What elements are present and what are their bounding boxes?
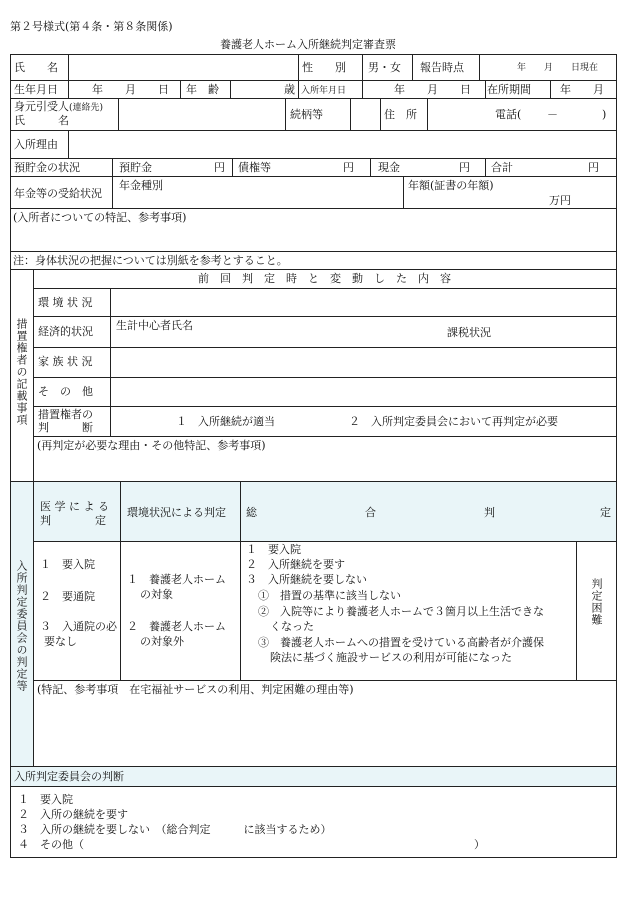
entry-date-value[interactable]: 年 月 日 [394, 83, 471, 96]
total-unit: 円 [588, 161, 599, 174]
total-label: 合計 [491, 161, 513, 174]
econ-label: 経済的状況 [38, 325, 93, 338]
overall-opt-3-3[interactable]: ③ 養護老人ホームへの措置を受けている高齢者が介護保 [258, 636, 544, 649]
name-field[interactable] [69, 55, 297, 80]
medical-opt-3[interactable]: ３ 入通院の必 [40, 620, 117, 633]
form-number: 第２号様式(第４条・第８条関係) [10, 20, 173, 33]
cash-label: 現金 [378, 161, 400, 174]
env-opt-2[interactable]: ２ 養護老人ホーム [127, 620, 226, 633]
entry-date-label: 入所年月日 [301, 86, 347, 96]
guarantor-contact-note: (連絡先) [69, 103, 104, 113]
overall-head-4: 定 [600, 506, 611, 519]
overall-opt-1[interactable]: １ 要入院 [246, 543, 301, 556]
caution-note: 注：身体状況の把握については別紙を参考とすること。 [13, 254, 288, 267]
medical-head-1: 医 学 に よ る [40, 500, 109, 513]
medical-opt-3-cont: 要なし [44, 635, 77, 648]
medical-opt-1[interactable]: １ 要入院 [40, 558, 95, 571]
other-label: そ の 他 [38, 385, 93, 398]
env-judge-head: 環境状況による判定 [127, 506, 226, 519]
sex-choice[interactable]: 男・女 [368, 61, 401, 74]
bond-unit: 円 [343, 161, 354, 174]
entry-reason-label: 入所理由 [14, 138, 58, 151]
pension-amount-unit: 万円 [549, 194, 571, 207]
judge-option-rejudge[interactable]: ２ 入所判定委員会において再判定が必要 [349, 415, 558, 428]
final-opt-1[interactable]: １ 要入院 [18, 793, 73, 806]
family-field[interactable] [111, 348, 615, 376]
birth-label: 生年月日 [14, 83, 58, 96]
env-opt-1-cont: の対象 [140, 588, 173, 601]
savings-label: 預貯金の状況 [14, 161, 80, 174]
final-opt-2[interactable]: ２ 入所の継続を要す [18, 808, 128, 821]
guarantor-label-text: 身元引受人 [14, 100, 69, 113]
overall-head-3: 判 [484, 506, 495, 519]
measure-header: 前 回 判 定 時 と 変 動 し た 内 容 [198, 272, 451, 285]
pension-type-label: 年金種別 [119, 179, 163, 192]
judge-label-2: 判 断 [38, 421, 93, 434]
age-unit: 歳 [284, 83, 295, 96]
env-opt-1[interactable]: １ 養護老人ホーム [127, 573, 226, 586]
family-label: 家 族 状 況 [38, 355, 93, 368]
overall-opt-2[interactable]: ２ 入所継続を要す [246, 558, 345, 571]
final-opt-4-close: ） [474, 838, 485, 851]
measure-section-label: 措置権者の記載事項 [15, 318, 28, 426]
env-label: 環 境 状 況 [38, 296, 93, 309]
other-field[interactable] [111, 378, 615, 405]
final-opt-3[interactable]: ３ 入所の継続を要しない （総合判定 に該当するため） [18, 823, 332, 836]
overall-head-2: 合 [365, 506, 376, 519]
deposit-label: 預貯金 [119, 161, 152, 174]
committee-notes-field[interactable] [34, 698, 615, 765]
age-label: 年 齢 [186, 83, 219, 96]
medical-head-2: 判 定 [40, 514, 106, 527]
sex-label: 性 別 [302, 61, 346, 74]
pension-label: 年金等の受給状況 [14, 187, 102, 200]
committee-section-label: 入所判定委員会の判定等 [15, 560, 28, 692]
form-title: 養護老人ホーム入所継続判定審査票 [220, 38, 396, 51]
committee-notes-label: (特記、参考事項 在宅福祉サービスの利用、判定困難の理由等) [37, 683, 354, 696]
resident-notes-label: (入所者についての特記、参考事項) [13, 211, 187, 224]
report-date[interactable]: 年 月 日現在 [517, 63, 599, 73]
resident-notes-field[interactable] [11, 225, 615, 250]
address-label: 住 所 [384, 108, 417, 121]
birth-value[interactable]: 年 月 日 [92, 83, 169, 96]
report-label: 報告時点 [420, 61, 464, 74]
overall-opt-3-2-cont: くなった [270, 620, 314, 633]
pension-amount-label: 年額(証書の年額) [408, 179, 494, 192]
final-header: 入所判定委員会の判断 [14, 770, 124, 783]
env-field[interactable] [111, 289, 615, 315]
rejudge-notes-field[interactable] [34, 454, 615, 480]
judge-label-1: 措置権者の [38, 408, 93, 421]
deposit-unit: 円 [214, 161, 225, 174]
guarantor-name-field[interactable] [119, 99, 284, 130]
rejudge-notes-label: (再判定が必要な理由・その他特記、参考事項) [37, 439, 266, 452]
overall-opt-3-3-cont: 険法に基づく施設サービスの利用が可能になった [270, 651, 512, 664]
phone-dash: － [547, 108, 558, 121]
cash-unit: 円 [459, 161, 470, 174]
name-label: 氏 名 [14, 61, 58, 74]
econ-tax-label: 課税状況 [447, 326, 491, 339]
period-value[interactable]: 年 月 [560, 83, 604, 96]
medical-opt-2[interactable]: ２ 要通院 [40, 590, 95, 603]
guarantor-label [14, 100, 103, 115]
overall-opt-3[interactable]: ３ 入所継続を要しない [246, 573, 367, 586]
econ-head-label: 生計中心者氏名 [116, 319, 193, 332]
period-label: 在所期間 [487, 83, 531, 96]
phone-label: 電話( [495, 108, 522, 121]
bond-label: 債権等 [238, 161, 271, 174]
overall-opt-3-2[interactable]: ② 入院等により養護老人ホームで３箇月以上生活できな [258, 605, 544, 618]
final-opt-4[interactable]: ４ その他（ [18, 838, 84, 851]
relation-label: 続柄等 [290, 108, 323, 121]
phone-close: ) [602, 108, 607, 121]
overall-head-1: 総 [246, 506, 257, 519]
guarantor-name-label: 氏 名 [14, 114, 69, 127]
judgment-difficult[interactable]: 判定困難 [590, 578, 603, 626]
judge-option-continue[interactable]: １ 入所継続が適当 [176, 415, 275, 428]
env-opt-2-cont: の対象外 [140, 635, 184, 648]
entry-reason-field[interactable] [69, 131, 615, 157]
overall-opt-3-1[interactable]: ① 措置の基準に該当しない [258, 589, 401, 602]
